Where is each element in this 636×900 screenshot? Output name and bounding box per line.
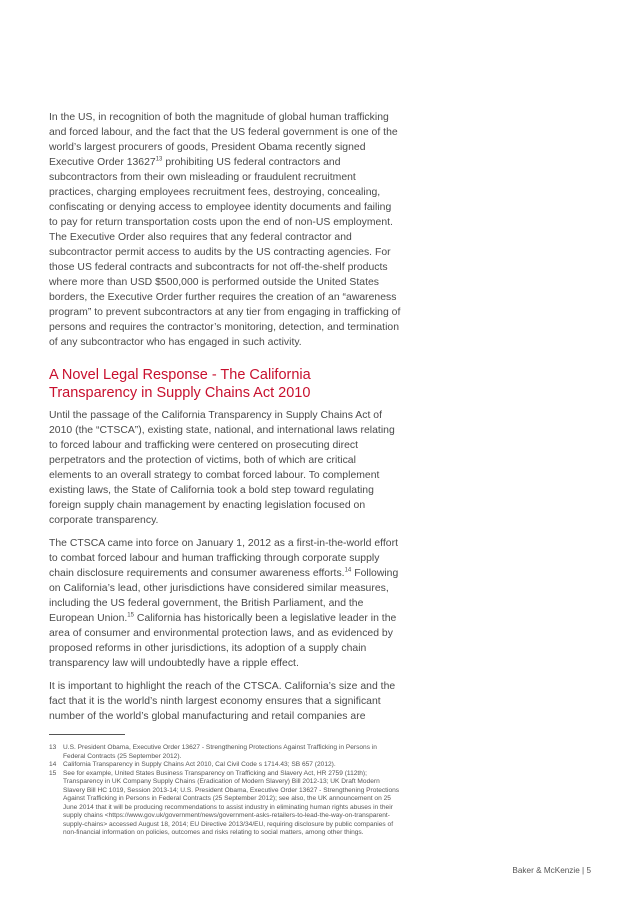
paragraph-executive-order <box>49 110 401 350</box>
footnote-ref-14[interactable]: 14 <box>344 567 352 574</box>
paragraph-ctsca-passage: Until the passage of the California Transparency in Supply Chains Act of 2010 (the “CTSCA”), existing state, national, and international laws relating to forced labour and trafficking were centered on prosecuting direct perpetrators and the protection of victims, both of which are critical elements to an overall strategy to combat forced labour. To complement existing laws, the State of California took a bold step toward regulating foreign supply chain management by enacting legislation focused on corporate transparency. <box>49 410 395 526</box>
footnote-14 <box>49 761 401 770</box>
footnotes <box>49 744 401 838</box>
page-footer: Baker & McKenzie | 5 <box>512 866 591 875</box>
paragraph-text: Following on California’s lead, other jurisdictions have considered similar measures, including the US federal government, the British Parliament, and the European Union. <box>49 568 399 624</box>
paragraph-text: prohibiting US federal contractors and subcontractors from their own misleading or fraudulent recruitment practices, charging employees recruitment fees, destroying, concealing, confiscating or denying access to employee identity documents and failing to pay for return transportation costs upon the end of non-US employment. The Executive Order also requires that any federal contractor and subcontractor permit access to audits by the US contracting agencies. For those US federal contracts and subcontracts for not off-the-shelf products where more than USD $500,000 is performed outside the United States borders, the Executive Order further requires the creation of an “awareness program” to prevent subcontractors at any tier from engaging in trafficking of persons and requires the contractor’s monitoring, detection, and termination of any subcontractor who has engaged in such activity. <box>49 157 401 348</box>
paragraph-ctsca-in-force <box>49 536 401 671</box>
footnote-number: 15 <box>49 769 57 777</box>
footnote-number: 14 <box>49 761 57 768</box>
footnote-text: U.S. President Obama, Executive Order 13627 - Strengthening Protections Against Trafficking in Persons in Federal Contracts (25 September 2012). <box>63 744 377 760</box>
footnote-15 <box>49 770 401 838</box>
paragraph-text: In the US, in recognition of both the magnitude of global human trafficking and forced labour, and the fact that the US federal government is one of the world’s largest procurers of goods, President Obama recently signed Executive Order 13627 <box>49 112 398 168</box>
footnote-ref-13[interactable]: 13 <box>155 156 163 163</box>
footnote-text: See for example, United States Business Transparency on Trafficking and Slavery Act, HR 2759 (112th); Transparency in UK Company Supply Chains (Eradication of Modern Slavery) Bill 2012-13; UK Draft Modern Slavery Bill HC 1019, Session 2013-14; U.S. President Obama, Executive Order 13627 - Strengthening Protections Against Trafficking in Persons in Federal Contracts (25 September 2012); see also, the UK announcement on 25 June 2014 that it will be producing recommendations to assist industry in eliminating human rights abuses in their supply chains <https://www.gov.uk/government/news/government-asks-retailers-to-lead-the-way-on-transparent-supply-chains> accessed August 18, 2014; EU Directive 2013/34/EU, requiring disclosure by public companies of non-financial information on policies, outcomes and risks relating to social matters, among other things. <box>63 769 400 836</box>
footnote-text: California Transparency in Supply Chains Act 2010, Cal Civil Code s 1714.43; SB 657 (2012). <box>63 761 336 768</box>
footnote-divider <box>49 734 125 735</box>
paragraph-text: California has historically been a legislative leader in the area of consumer and environmental protection laws, and as evidenced by proposed reforms in other jurisdictions, its adoption of a supply chain transparency law will undoubtedly have a ripple effect. <box>49 613 397 669</box>
paragraph-ctsca-reach: It is important to highlight the reach of the CTSCA. California’s size and the fact that it is the world’s ninth largest economy ensures that a significant number of the world’s global manufacturing and retail companies are <box>49 681 396 722</box>
footnote-number: 13 <box>49 744 57 751</box>
footnote-ref-15[interactable]: 15 <box>127 612 135 619</box>
section-heading: A Novel Legal Response - The California Transparency in Supply Chains Act 2010 <box>49 367 311 401</box>
main-content <box>49 110 401 724</box>
paragraph-text: The CTSCA came into force on January 1, 2012 as a first-in-the-world effort to combat forced labour and human trafficking through corporate supply chain disclosure requirements and consumer awareness efforts. <box>49 538 398 579</box>
footnote-13 <box>49 744 401 761</box>
